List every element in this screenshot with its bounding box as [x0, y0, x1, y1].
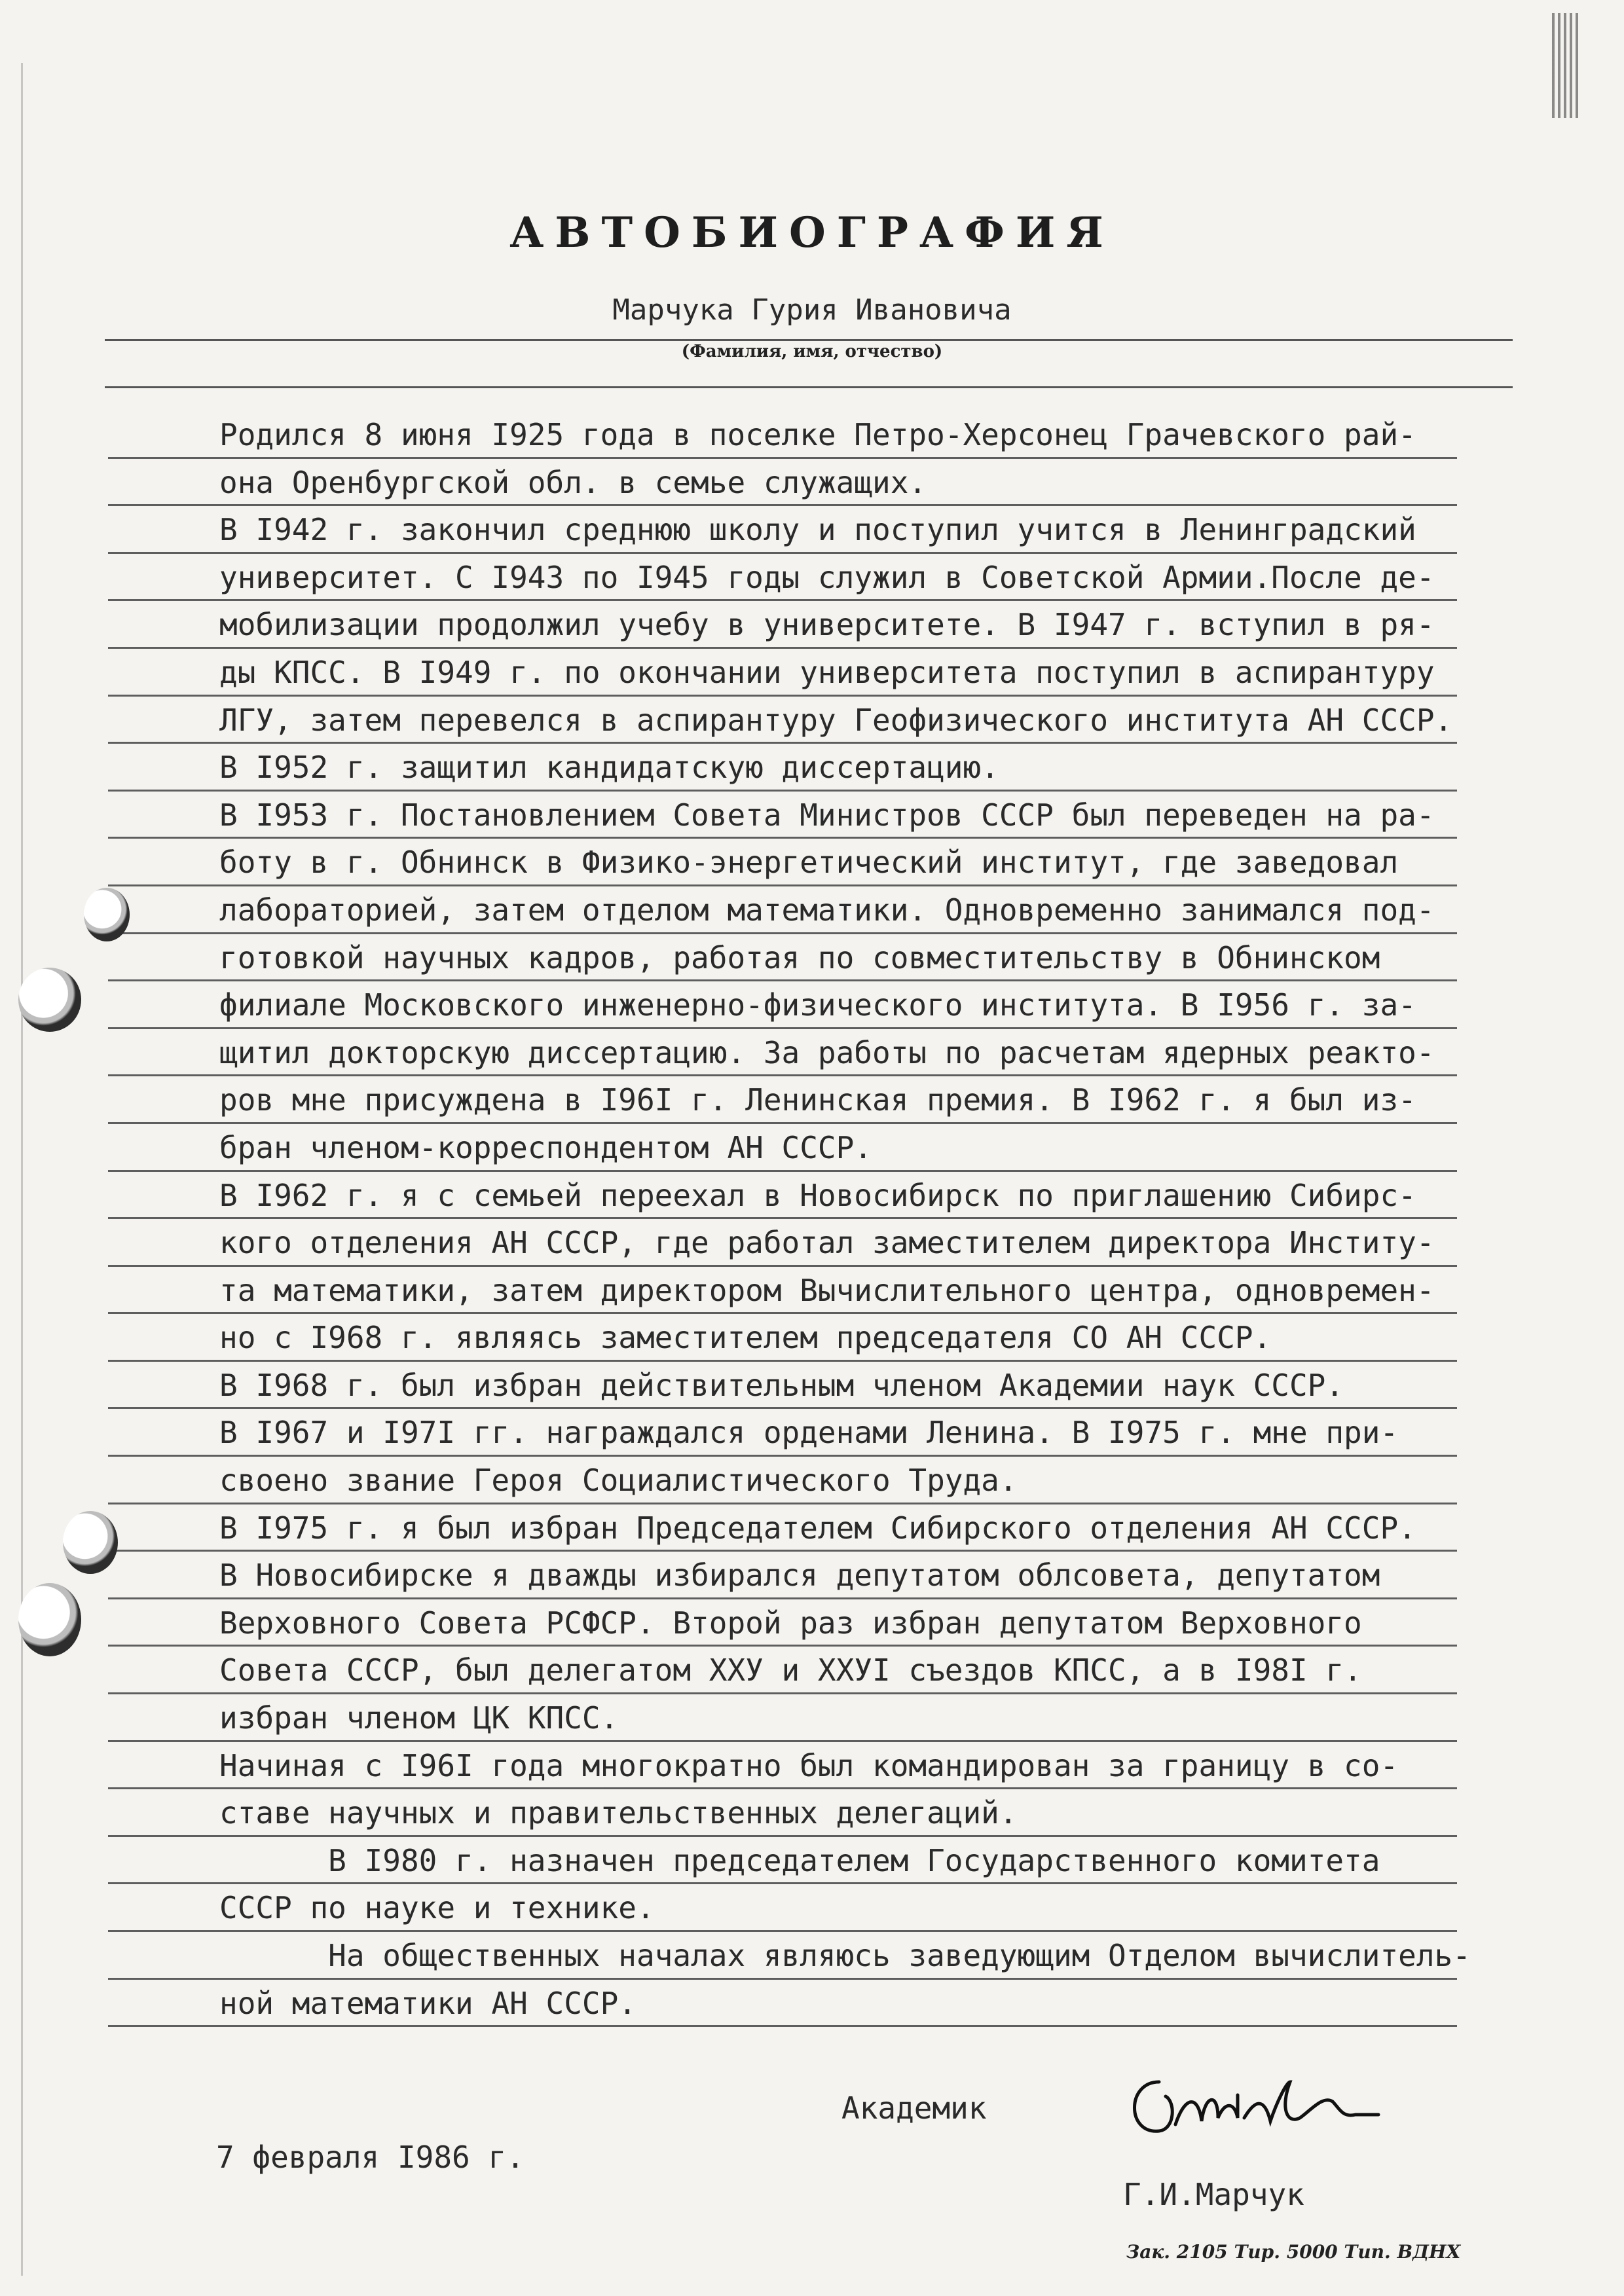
caption-underline: [105, 386, 1513, 388]
form-caption: (Фамилия, имя, отчество): [681, 342, 943, 361]
academic-rank: Академик: [841, 2090, 987, 2126]
text-line: ров мне присуждена в I96I г. Ленинская премия. В I962 г. я был из-: [108, 1076, 1457, 1124]
punch-hole: [63, 1511, 118, 1574]
person-name: Марчука Гурия Ивановича: [612, 293, 1012, 327]
text-line: В I962 г. я с семьей переехал в Новосибирск по приглашению Сибирс-: [108, 1172, 1457, 1220]
text-line: мобилизации продолжил учебу в университете. В I947 г. вступил в ря-: [108, 601, 1457, 649]
punch-hole: [18, 968, 81, 1032]
text-line: Верховного Совета РСФСР. Второй раз избран депутатом Верховного: [108, 1599, 1457, 1647]
text-line: университет. С I943 по I945 годы служил в Советской Армии.После де-: [108, 554, 1457, 602]
text-line: лабораторией, затем отделом математики. Одновременно занимался под-: [108, 886, 1457, 934]
text-line: готовкой научных кадров, работая по совместительству в Обнинском: [108, 934, 1457, 982]
text-line: В I952 г. защитил кандидатскую диссертацию.: [108, 744, 1457, 792]
handwritten-signature: [1113, 2056, 1388, 2174]
text-line: боту в г. Обнинск в Физико-энергетический институт, где заведовал: [108, 839, 1457, 886]
text-line: ды КПСС. В I949 г. по окончании университета поступил в аспирантуру: [108, 649, 1457, 697]
text-line: В I953 г. Постановлением Совета Министров СССР был переведен на ра-: [108, 792, 1457, 839]
text-line: ной математики АН СССР.: [108, 1980, 1457, 2028]
text-line: избран членом ЦК КПСС.: [108, 1694, 1457, 1742]
corner-scan-mark: [1552, 13, 1578, 118]
biography-text: [219, 411, 1471, 2027]
text-line: В I967 и I97I гг. награждался орденами Ленина. В I975 г. мне при-: [108, 1409, 1457, 1457]
signer-name: Г.И.Марчук: [1123, 2177, 1304, 2212]
text-line: Родился 8 июня I925 года в поселке Петро-Херсонец Грачевского рай-: [108, 411, 1457, 459]
print-info: Зак. 2105 Тир. 5000 Тип. ВДНХ: [1126, 2241, 1461, 2263]
text-line: В Новосибирске я дважды избирался депутатом облсовета, депутатом: [108, 1552, 1457, 1599]
text-line: СССР по науке и технике.: [108, 1884, 1457, 1932]
text-line: ставе научных и правительственных делегаций.: [108, 1789, 1457, 1837]
text-line: На общественных началах являюсь заведующим Отделом вычислитель-: [108, 1932, 1457, 1980]
sheet-edge: [21, 63, 23, 2276]
text-line: бран членом-корреспондентом АН СССР.: [108, 1124, 1457, 1172]
text-line: та математики, затем директором Вычислительного центра, одновремен-: [108, 1267, 1457, 1315]
text-line: но с I968 г. являясь заместителем председателя СО АН СССР.: [108, 1314, 1457, 1362]
text-line: ЛГУ, затем перевелся в аспирантуру Геофизического института АН СССР.: [108, 697, 1457, 744]
text-line: В I942 г. закончил среднюю школу и поступил учится в Ленинградский: [108, 506, 1457, 554]
text-line: щитил докторскую диссертацию. За работы по расчетам ядерных реакто-: [108, 1029, 1457, 1077]
text-line: В I975 г. я был избран Председателем Сибирского отделения АН СССР.: [108, 1504, 1457, 1552]
text-line: В I968 г. был избран действительным членом Академии наук СССР.: [108, 1362, 1457, 1410]
text-line: Совета СССР, был делегатом XXУ и XXУI съездов КПСС, а в I98I г.: [108, 1647, 1457, 1694]
text-line: филиале Московского инженерно-физического института. В I956 г. за-: [108, 981, 1457, 1029]
name-underline: [105, 339, 1513, 341]
text-line: своено звание Героя Социалистического Труда.: [108, 1457, 1457, 1504]
text-line: В I980 г. назначен председателем Государственного комитета: [108, 1837, 1457, 1885]
document-title: АВТОБИОГРАФИЯ: [509, 208, 1115, 257]
punch-hole: [18, 1583, 81, 1656]
text-line: Начиная с I96I года многократно был командирован за границу в со-: [108, 1742, 1457, 1790]
text-line: она Оренбургской обл. в семье служащих.: [108, 459, 1457, 507]
punch-hole: [84, 888, 130, 941]
document-date: 7 февраля I986 г.: [216, 2140, 525, 2175]
text-line: кого отделения АН СССР, где работал заместителем директора Институ-: [108, 1219, 1457, 1267]
